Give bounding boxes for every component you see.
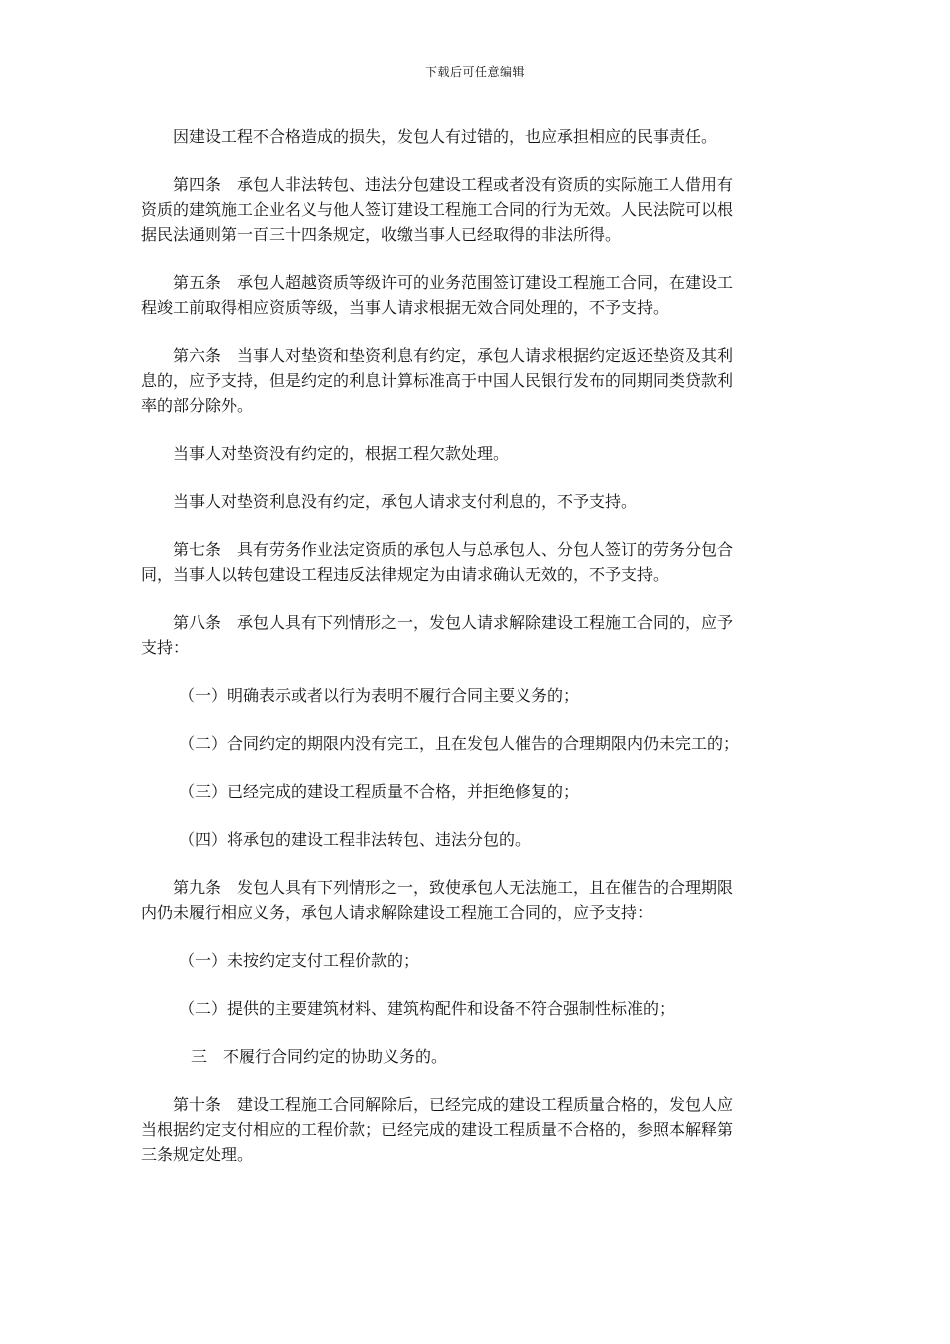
article-8: 第八条 承包人具有下列情形之一，发包人请求解除建设工程施工合同的，应予支持： bbox=[141, 613, 734, 657]
page-header-note: 下载后可任意编辑 bbox=[424, 65, 525, 79]
paragraph-liability: 因建设工程不合格造成的损失，发包人有过错的，也应承担相应的民事责任。 bbox=[173, 127, 718, 146]
article-8-item-4: （四）将承包的建设工程非法转包、违法分包的。 bbox=[179, 830, 532, 849]
article-6-clause-3: 当事人对垫资利息没有约定，承包人请求支付利息的，不予支持。 bbox=[173, 492, 638, 511]
document-body bbox=[141, 124, 741, 1190]
article-6: 第六条 当事人对垫资和垫资利息有约定，承包人请求根据约定返还垫资及其利息的，应予支持，但是约定的利息计算标准高于中国人民银行发布的同期同类贷款利率的部分除外。 bbox=[141, 346, 734, 415]
article-9-item-1: （一）未按约定支付工程价款的； bbox=[179, 951, 420, 970]
article-9-item-3: 三 不履行合同约定的协助义务的。 bbox=[191, 1047, 448, 1066]
article-4: 第四条 承包人非法转包、违法分包建设工程或者没有资质的实际施工人借用有资质的建筑施工企业名义与他人签订建设工程施工合同的行为无效。人民法院可以根据民法通则第一百三十四条规定，收缴当事人已经取得的非法所得。 bbox=[141, 175, 734, 244]
article-5: 第五条 承包人超越资质等级许可的业务范围签订建设工程施工合同，在建设工程竣工前取得相应资质等级，当事人请求根据无效合同处理的，不予支持。 bbox=[141, 273, 734, 317]
article-8-item-3: （三）已经完成的建设工程质量不合格，并拒绝修复的； bbox=[179, 782, 580, 801]
article-9-item-2: （二）提供的主要建筑材料、建筑构配件和设备不符合强制性标准的； bbox=[179, 999, 676, 1018]
article-10: 第十条 建设工程施工合同解除后，已经完成的建设工程质量合格的，发包人应当根据约定支付相应的工程价款；已经完成的建设工程质量不合格的，参照本解释第三条规定处理。 bbox=[141, 1095, 734, 1164]
article-6-clause-2: 当事人对垫资没有约定的，根据工程欠款处理。 bbox=[173, 444, 510, 463]
article-9: 第九条 发包人具有下列情形之一，致使承包人无法施工，且在催告的合理期限内仍未履行相应义务，承包人请求解除建设工程施工合同的，应予支持： bbox=[141, 878, 734, 922]
article-7: 第七条 具有劳务作业法定资质的承包人与总承包人、分包人签订的劳务分包合同，当事人以转包建设工程违反法律规定为由请求确认无效的，不予支持。 bbox=[141, 540, 734, 584]
article-8-item-2: （二）合同约定的期限内没有完工，且在发包人催告的合理期限内仍未完工的； bbox=[179, 734, 740, 753]
article-8-item-1: （一）明确表示或者以行为表明不履行合同主要义务的； bbox=[179, 686, 580, 705]
